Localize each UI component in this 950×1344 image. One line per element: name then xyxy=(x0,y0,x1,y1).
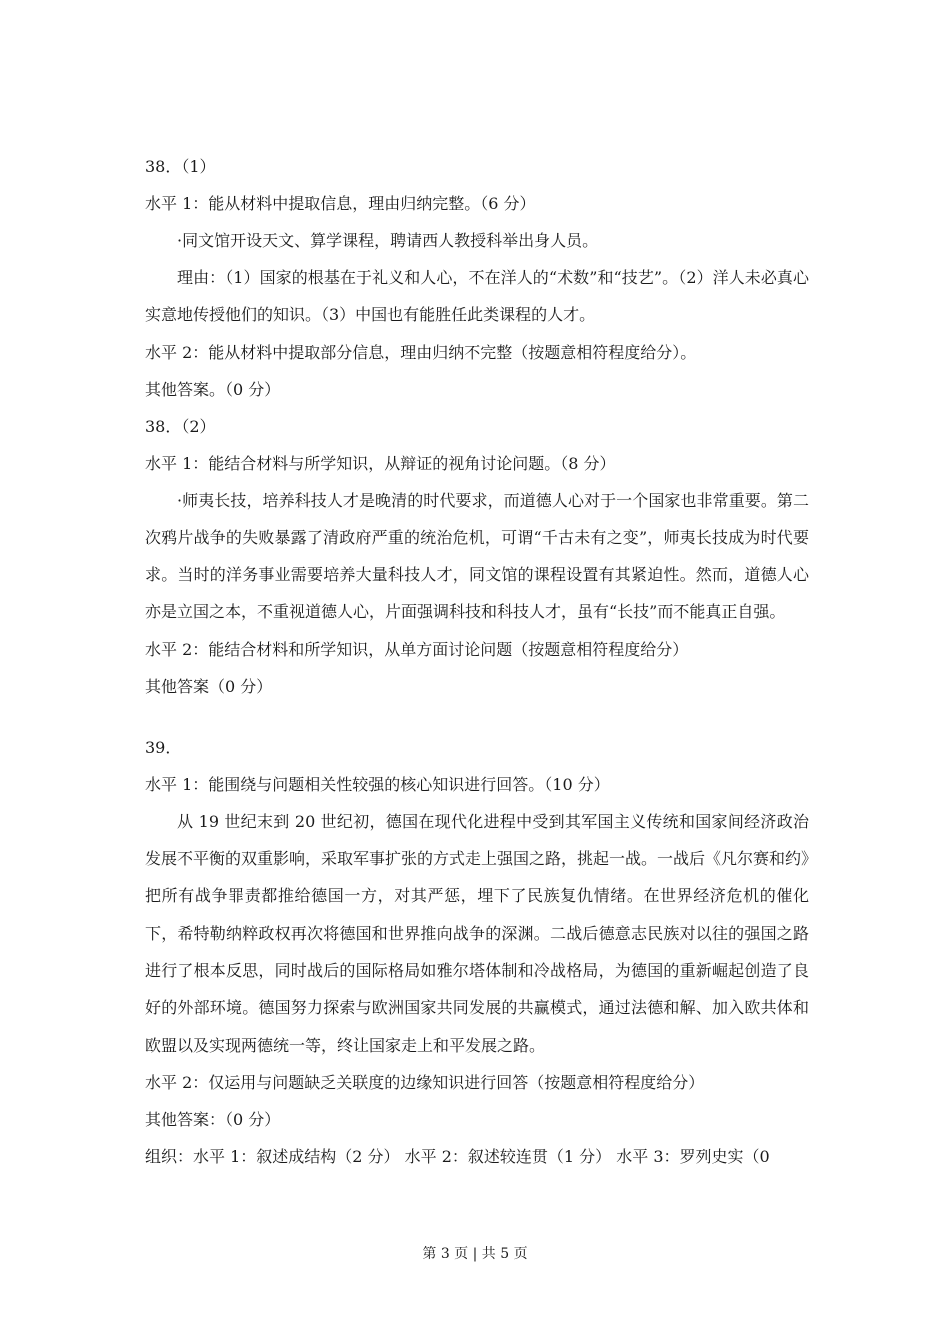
q38-2-heading: 38．（2） xyxy=(145,416,216,436)
q38-1-point: ·同文馆开设天文、算学课程，聘请西人教授科举出身人员。 xyxy=(177,231,599,250)
section-gap xyxy=(145,705,809,729)
q39-level2: 水平 2：仅运用与问题缺乏关联度的边缘知识进行回答（按题意相符程度给分） xyxy=(145,1072,705,1092)
q38-1-reason: 理由：（1）国家的根基在于礼义和人心，不在洋人的“术数”和“技艺”。（2）洋人未必真心实意地传授他们的知识。（3）中国也有能胜任此类课程的人才。 xyxy=(145,268,809,325)
q39-heading: 39． xyxy=(145,737,182,757)
q38-2-point: ·师夷长技，培养科技人才是晚清的时代要求，而道德人心对于一个国家也非常重要。第二次鸦片战争的失败暴露了清政府严重的统治危机，可谓“千古未有之变”，师夷长技成为时代要求。当时的洋务事业需要培养大量科技人才，同文馆的课程设置有其紧迫性。然而，道德人心亦是立国之本，不重视道德人心，片面强调科技和科技人才，虽有“长技”而不能真正自强。 xyxy=(145,490,809,622)
q38-2-level1: 水平 1：能结合材料与所学知识，从辩证的视角讨论问题。（8 分） xyxy=(145,453,616,473)
q39-other: 其他答案：（0 分） xyxy=(145,1109,281,1129)
q39-organization: 组织：水平 1：叙述成结构（2 分） 水平 2：叙述较连贯（1 分） 水平 3：罗列史实（0 xyxy=(145,1146,770,1166)
q39-level1: 水平 1：能围绕与问题相关性较强的核心知识进行回答。（10 分） xyxy=(145,774,610,794)
q38-1-heading: 38．（1） xyxy=(145,157,216,176)
q39-point: 从 19 世纪末到 20 世纪初，德国在现代化进程中受到其军国主义传统和国家间经济政治发展不平衡的双重影响，采取军事扩张的方式走上强国之路，挑起一战。一战后《凡尔赛和约》把所有战争罪责都推给德国一方，对其严惩，埋下了民族复仇情绪。在世界经济危机的催化下，希特勒纳粹政权再次将德国和世界推向战争的深渊。二战后德意志民族对以往的强国之路进行了根本反思，同时战后的国际格局如雅尔塔体制和冷战格局，为德国的重新崛起创造了良好的外部环境。德国努力探索与欧洲国家共同发展的共赢模式，通过法德和解、加入欧共体和欧盟以及实现两德统一等，终让国家走上和平发展之路。 xyxy=(145,811,810,1055)
q38-2-level2: 水平 2：能结合材料和所学知识，从单方面讨论问题（按题意相符程度给分） xyxy=(145,639,689,659)
page-footer: 第 3 页 | 共 5 页 xyxy=(422,1246,528,1262)
q38-1-other: 其他答案。（0 分） xyxy=(145,379,281,399)
q38-1-level1: 水平 1：能从材料中提取信息，理由归纳完整。（6 分） xyxy=(145,194,536,213)
q38-2-other: 其他答案（0 分） xyxy=(145,676,273,696)
answer-content xyxy=(145,148,809,1175)
q38-1-level2: 水平 2：能从材料中提取部分信息，理由归纳不完整（按题意相符程度给分）。 xyxy=(145,342,697,362)
